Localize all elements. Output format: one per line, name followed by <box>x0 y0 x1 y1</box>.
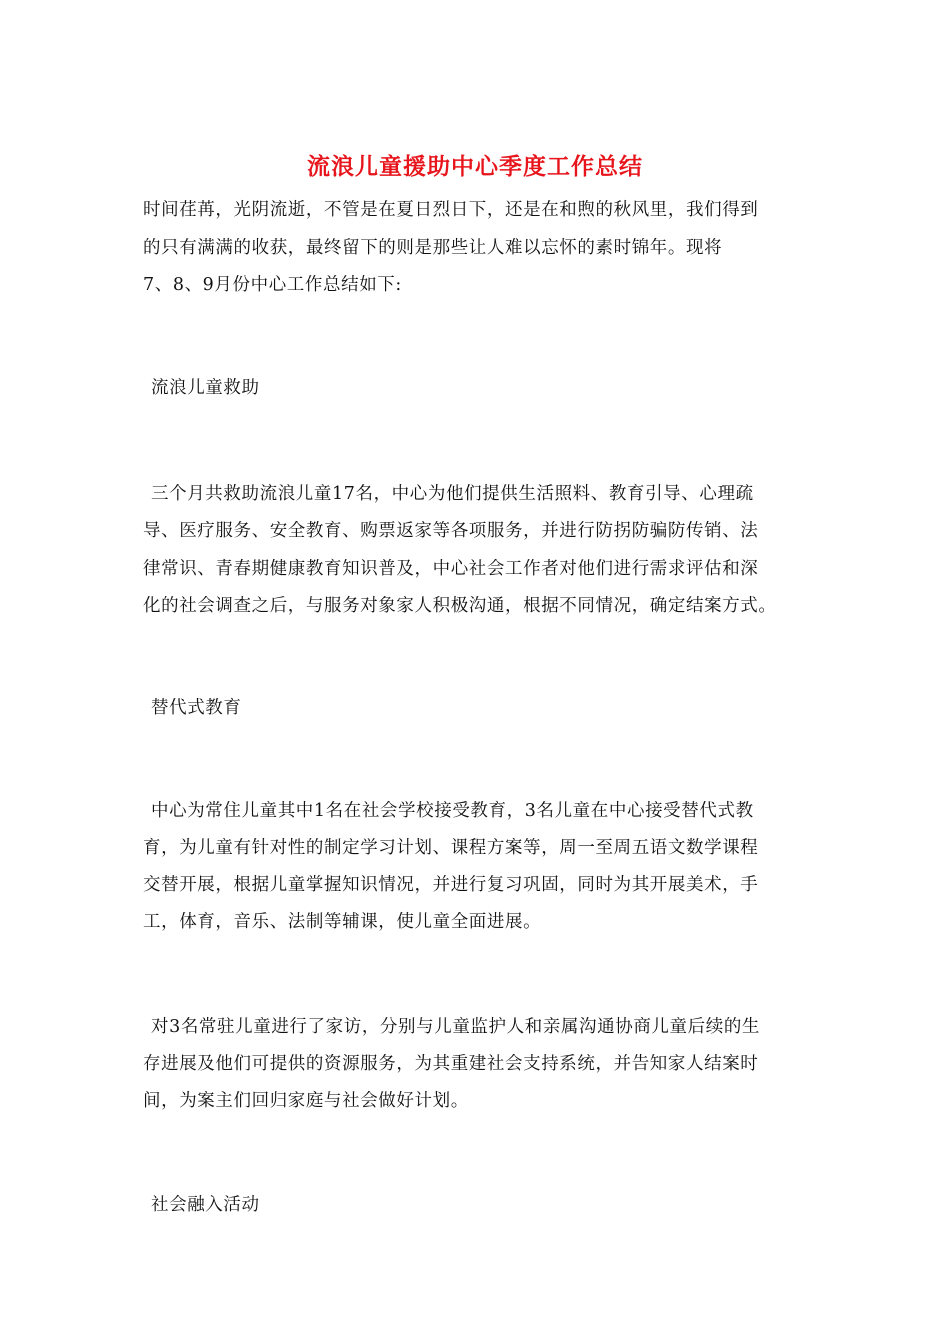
paragraph-line: 间，为案主们回归家庭与社会做好计划。 <box>143 1091 469 1111</box>
document-title: 流浪儿童援助中心季度工作总结 <box>307 153 643 180</box>
section-heading: 替代式教育 <box>151 698 242 718</box>
section-heading: 社会融入活动 <box>151 1195 260 1215</box>
intro-line: 的只有满满的收获，最终留下的则是那些让人难以忘怀的素时锦年。现将 <box>143 238 723 258</box>
paragraph-line: 存进展及他们可提供的资源服务，为其重建社会支持系统，并告知家人结案时 <box>143 1054 759 1074</box>
paragraph-line: 育，为儿童有针对性的制定学习计划、课程方案等，周一至周五语文数学课程 <box>143 838 759 858</box>
paragraph-line: 对3名常驻儿童进行了家访，分别与儿童监护人和亲属沟通协商儿童后续的生 <box>151 1017 761 1037</box>
paragraph-line: 律常识、青春期健康教育知识普及，中心社会工作者对他们进行需求评估和深 <box>143 559 759 579</box>
paragraph-line: 化的社会调查之后，与服务对象家人积极沟通，根据不同情况，确定结案方式。 <box>143 596 777 616</box>
intro-line: 7、8、9月份中心工作总结如下: <box>143 275 402 295</box>
paragraph-line: 中心为常住儿童其中1名在社会学校接受教育，3名儿童在中心接受替代式教 <box>151 801 754 821</box>
section-heading: 流浪儿童救助 <box>151 378 260 398</box>
paragraph-line: 工，体育，音乐、法制等辅课，使儿童全面进展。 <box>143 912 542 932</box>
paragraph-line: 导、医疗服务、安全教育、购票返家等各项服务，并进行防拐防骗防传销、法 <box>143 521 759 541</box>
paragraph-line: 交替开展，根据儿童掌握知识情况，并进行复习巩固，同时为其开展美术，手 <box>143 875 759 895</box>
intro-line: 时间荏苒，光阴流逝，不管是在夏日烈日下，还是在和煦的秋风里，我们得到 <box>143 200 759 220</box>
paragraph-line: 三个月共救助流浪儿童17名，中心为他们提供生活照料、教育引导、心理疏 <box>151 484 754 504</box>
